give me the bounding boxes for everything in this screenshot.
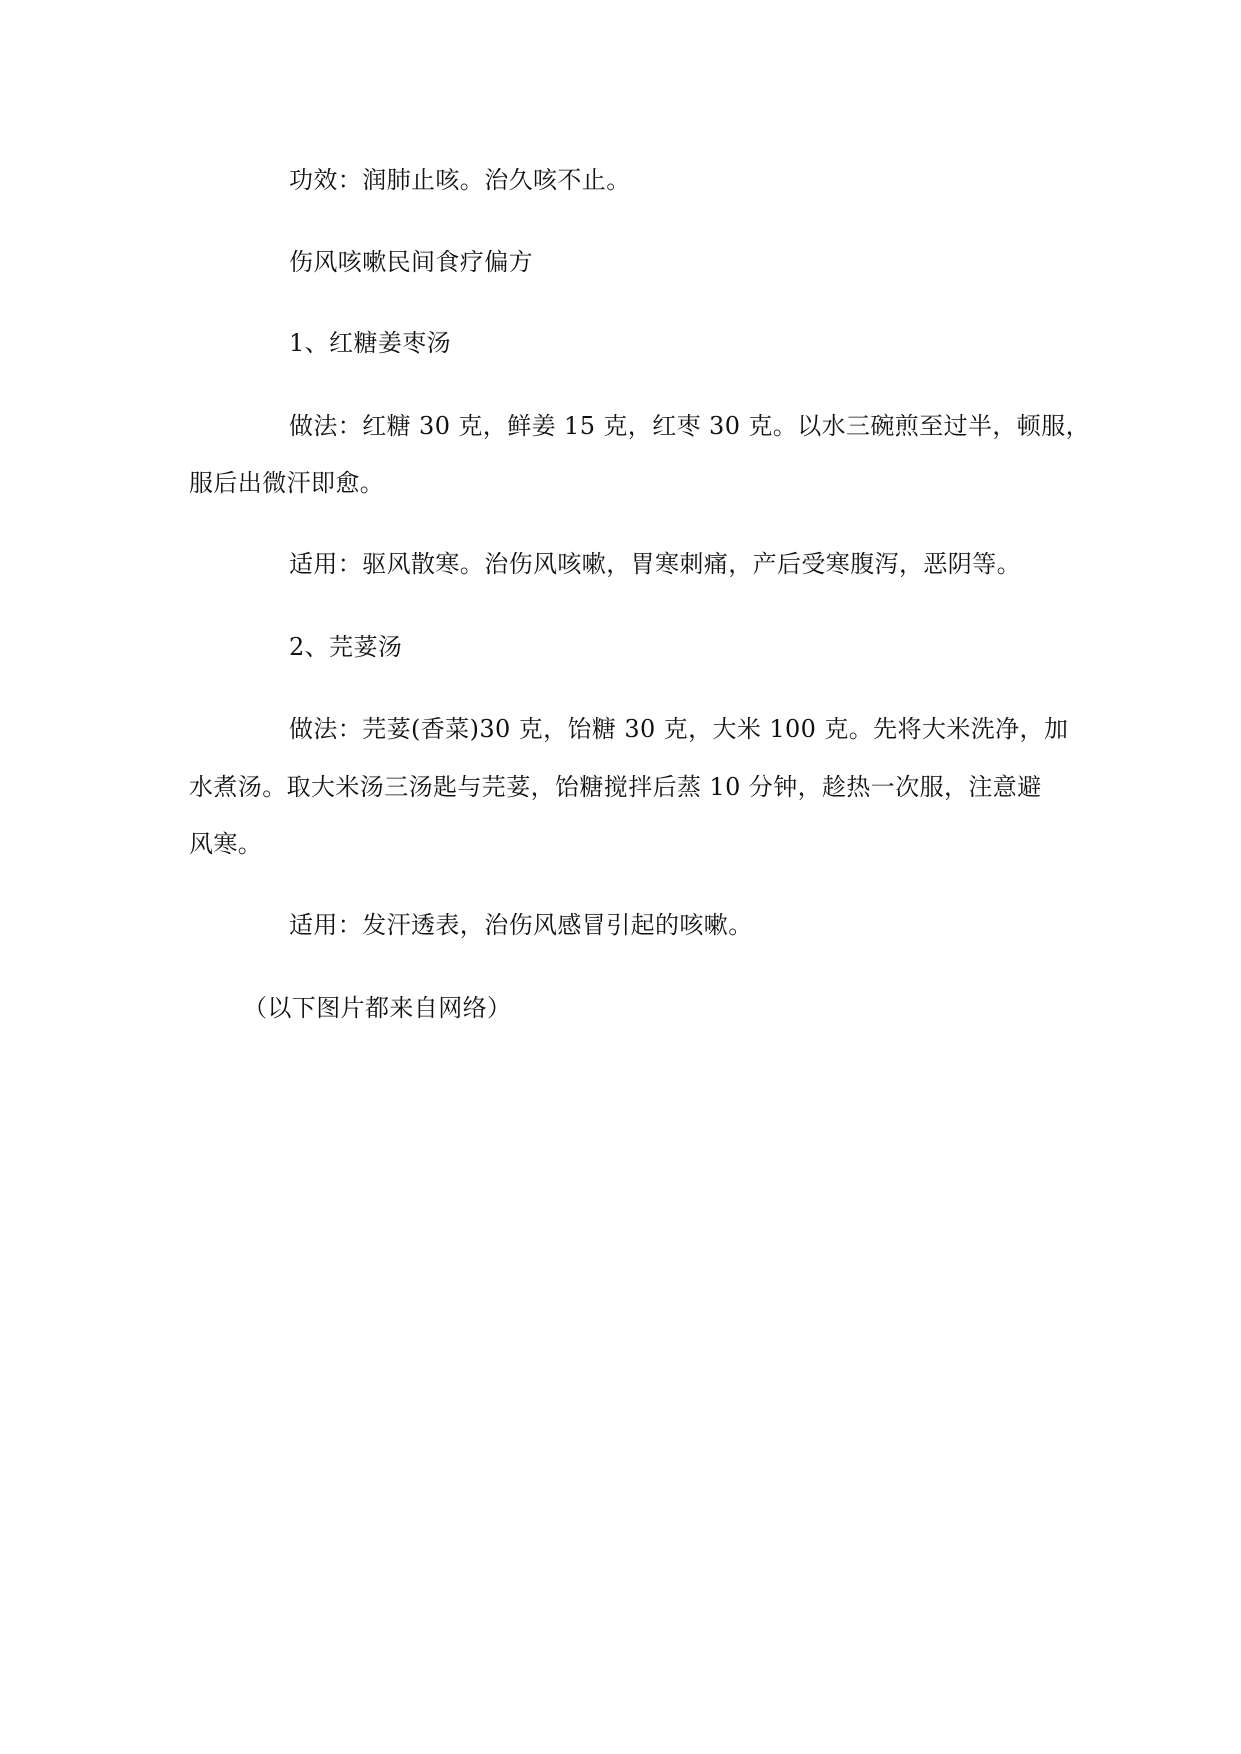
recipe-2-method-line-1: 做法：芫荽(香菜)30 克，饴糖 30 克，大米 100 克。先将大米洗净，加: [289, 715, 1069, 743]
recipe-1-method-line-2: 服后出微汗即愈。: [189, 469, 385, 497]
recipe-2-method-line-3: 风寒。: [189, 830, 263, 858]
recipe-1-method-line-1: 做法：红糖 30 克，鲜姜 15 克，红枣 30 克。以水三碗煎至过半，顿服，: [289, 412, 1090, 440]
recipe-2-title: 2、芫荽汤: [289, 633, 403, 661]
image-source-note: （以下图片都来自网络）: [243, 994, 512, 1022]
recipe-2-method-line-2: 水煮汤。取大米汤三汤匙与芫荽，饴糖搅拌后蒸 10 分钟，趁热一次服，注意避: [189, 773, 1042, 801]
recipe-2-usage: 适用：发汗透表，治伤风感冒引起的咳嗽。: [289, 911, 753, 939]
recipe-1-usage: 适用：驱风散寒。治伤风咳嗽，胃寒刺痛，产后受寒腹泻，恶阴等。: [289, 550, 1021, 578]
section-heading: 伤风咳嗽民间食疗偏方: [289, 248, 533, 276]
efficacy-line: 功效：润肺止咳。治久咳不止。: [289, 166, 631, 194]
recipe-1-title: 1、红糖姜枣汤: [289, 329, 452, 357]
